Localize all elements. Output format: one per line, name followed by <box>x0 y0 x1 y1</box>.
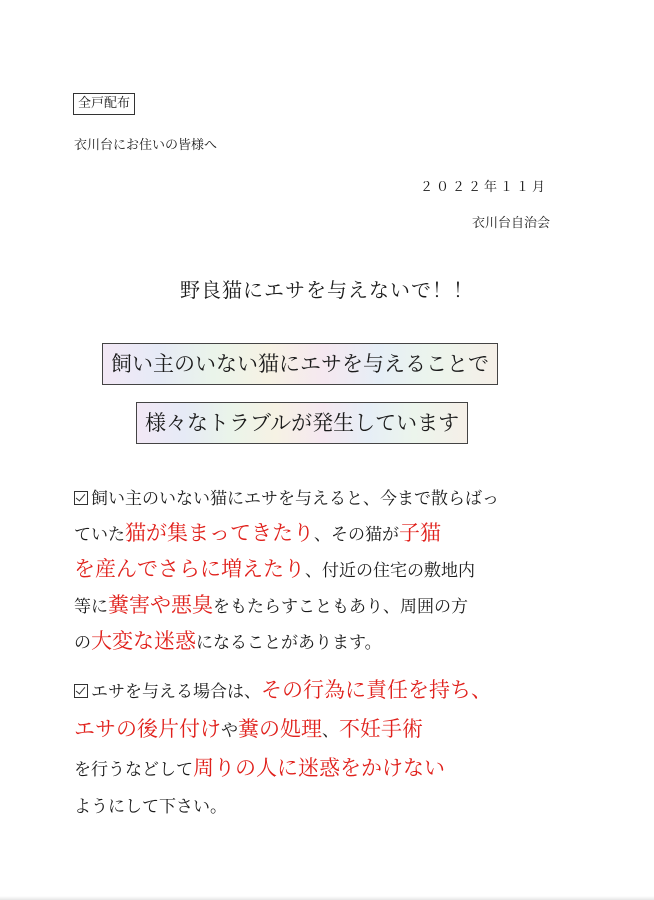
notice-title: 野良猫にエサを与えないで！！ <box>180 278 474 302</box>
paragraph-line <box>74 552 499 588</box>
paragraph-line <box>74 672 492 711</box>
paragraph-responsibility <box>74 672 492 826</box>
emphasis-text: 猫が集まってきたり <box>125 521 314 545</box>
text-run: ようにして下さい。 <box>74 797 227 817</box>
text-run: 飼い主のいない猫にエサを与えると、今まで散らばっ <box>91 489 499 509</box>
addressee-line: 衣川台にお住いの皆様へ <box>74 138 218 153</box>
emphasis-text: 周りの人に迷惑をかけない <box>193 756 445 780</box>
text-run: エサを与える場合は、 <box>91 682 261 702</box>
text-run: 等に <box>74 597 108 617</box>
emphasis-text: を産んでさらに増えたり <box>74 557 305 581</box>
emphasis-text: 不妊手術 <box>339 717 423 741</box>
emphasis-text: 子猫 <box>399 521 441 545</box>
text-run: を行うなどして <box>74 760 193 780</box>
headline-banner-1: 飼い主のいない猫にエサを与えることで <box>102 343 498 385</box>
emphasis-text: 糞害や悪臭 <box>108 593 213 617</box>
emphasis-text: 大変な迷惑 <box>91 629 196 653</box>
paragraph-line <box>74 789 492 826</box>
paragraph-line <box>74 482 499 516</box>
headline-banner-2: 様々なトラブルが発生しています <box>136 402 468 444</box>
checked-box-icon <box>74 684 88 698</box>
text-run: をもたらすこともあり、周囲の方 <box>213 597 468 617</box>
paragraph-line <box>74 516 499 552</box>
text-run: になることがあります。 <box>196 633 382 653</box>
emphasis-text: 糞の処理 <box>238 717 322 741</box>
text-run: ていた <box>74 525 125 545</box>
text-run: 、その猫が <box>314 525 399 545</box>
issue-date: ２０２２年１１月 <box>419 180 548 195</box>
author-association: 衣川台自治会 <box>471 216 550 231</box>
paragraph-line <box>74 588 499 624</box>
text-run: の <box>74 633 91 653</box>
text-run: 、付近の住宅の敷地内 <box>305 561 475 581</box>
paragraph-line <box>74 750 492 789</box>
text-run: 、 <box>322 721 339 741</box>
paragraph-line <box>74 711 492 750</box>
paragraph-problems <box>74 482 499 660</box>
distribution-stamp: 全戸配布 <box>73 93 135 115</box>
emphasis-text: エサの後片付け <box>74 717 221 741</box>
paper-edge-shadow <box>0 896 654 900</box>
checked-box-icon <box>74 491 88 505</box>
emphasis-text: その行為に責任を持ち、 <box>261 678 492 702</box>
paragraph-line <box>74 624 499 660</box>
text-run: や <box>221 721 238 741</box>
